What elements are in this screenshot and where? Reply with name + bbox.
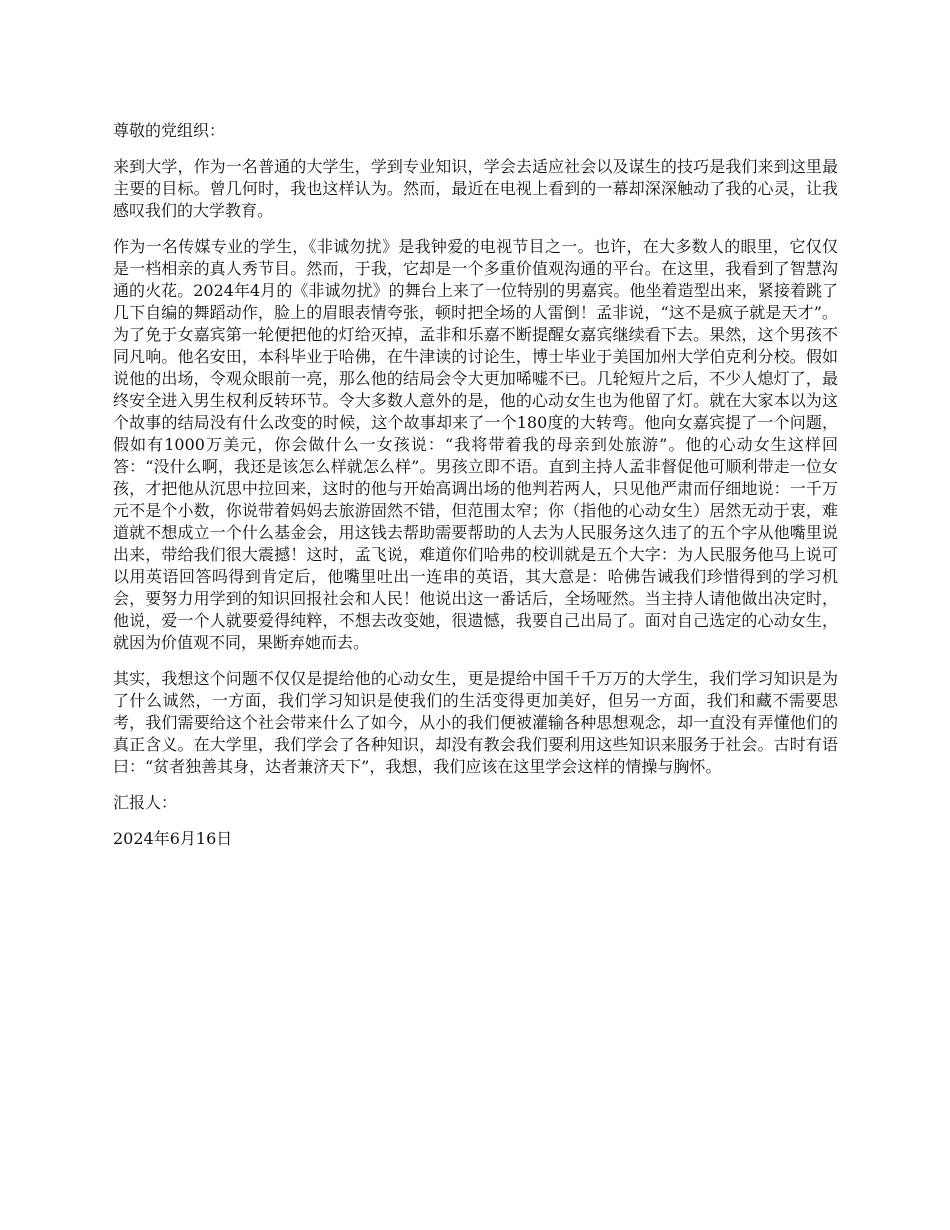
signature-label: 汇报人： (113, 793, 178, 812)
paragraph-reflection: 其实，我想这个问题不仅仅是提给他的心动女生，更是提给中国千千万万的大学生，我们学习知识是为了什么诚然，一方面，我们学习知识是使我们的生活变得更加美好，但另一方面，我们和藏不需要思考，我们需要给这个社会带来什么了如今，从小的我们便被灌输各种思想观念，却一直没有弄懂他们的真正含义。在大学里，我们学会了各种知识，却没有教会我们要利用这些知识来服务于社会。古时有语曰：“贫者独善其身，达者兼济天下”，我想，我们应该在这里学会这样的情操与胸怀。 (113, 669, 838, 776)
paragraph-intro: 来到大学，作为一名普通的大学生，学到专业知识，学会去适应社会以及谋生的技巧是我们来到这里最主要的目标。曾几何时，我也这样认为。然而，最近在电视上看到的一幕却深深触动了我的心灵，让我感叹我们的大学教育。 (113, 157, 838, 220)
salutation: 尊敬的党组织： (113, 121, 226, 140)
paragraph-story: 作为一名传媒专业的学生，《非诚勿扰》是我钟爱的电视节目之一。也许，在大多数人的眼里，它仅仅是一档相亲的真人秀节目。然而，于我，它却是一个多重价值观沟通的平台。在这里，我看到了智慧沟通的火花。2024年4月的《非诚勿扰》的舞台上来了一位特别的男嘉宾。他坐着造型出来，紧接着跳了几下自编的舞蹈动作，脸上的眉眼表情夸张，顿时把全场的人雷倒！孟非说，“这不是疯子就是天才”。为了免于女嘉宾第一轮便把他的灯给灭掉，孟非和乐嘉不断提醒女嘉宾继续看下去。果然，这个男孩不同凡响。他名安田，本科毕业于哈佛，在牛津读的讨论生，博士毕业于美国加州大学伯克利分校。假如说他的出场，令观众眼前一亮，那么他的结局会令大更加唏嘘不已。几轮短片之后，不少人熄灯了，最终安全进入男生权利反转环节。令大多数人意外的是，他的心动女生也为他留了灯。就在大家本以为这个故事的结局没有什么改变的时候，这个故事却来了一个180度的大转弯。他向女嘉宾提了一个问题，假如有1000万美元，你会做什么一女孩说：“我将带着我的母亲到处旅游”。他的心动女生这样回答：“没什么啊，我还是该怎么样就怎么样”。男孩立即不语。直到主持人孟非督促他可顺利带走一位女孩，才把他从沉思中拉回来，这时的他与开始高调出场的他判若两人，只见他严肃而仔细地说：一千万元不是个小数，你说带着妈妈去旅游固然不错，但范围太窄；你（指他的心动女生）居然无动于衷，难道就不想成立一个什么基金会，用这钱去帮助需要帮助的人去为人民服务这久违了的五个字从他嘴里说出来，带给我们很大震撼！这时，孟飞说，难道你们哈弗的校训就是五个大字：为人民服务他马上说可以用英语回答吗得到肯定后，他嘴里吐出一连串的英语，其大意是：哈佛告诫我们珍惜得到的学习机会，要努力用学到的知识回报社会和人民！他说出这一番话后，全场哑然。当主持人请他做出决定时，他说，爱一个人就要爱得纯粹，不想去改变她，很遗憾，我要自己出局了。面对自己选定的心动女生，就因为价值观不同，果断弃她而去。 (113, 237, 838, 652)
report-date: 2024年6月16日 (113, 829, 233, 848)
document-page (113, 120, 838, 864)
